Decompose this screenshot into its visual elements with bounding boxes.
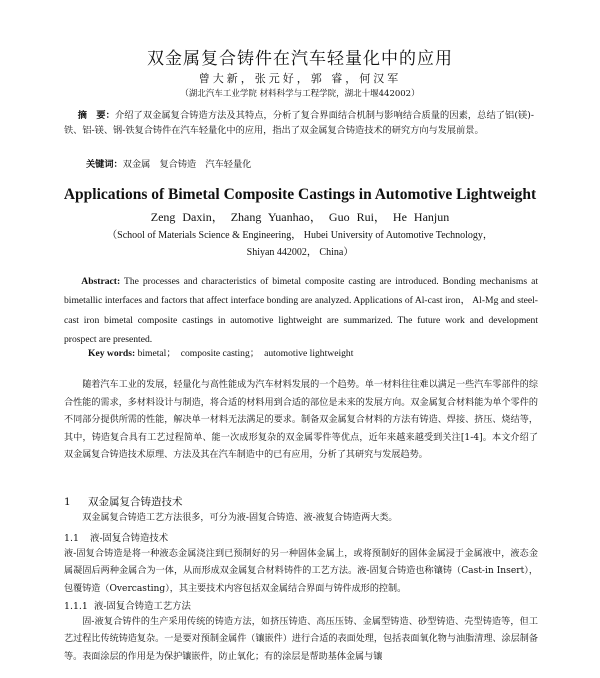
zh-authors: 曾大新，张元好，郭 睿，何汉军 (198, 72, 402, 85)
en-abstract (64, 272, 538, 349)
section-1-title: 双金属复合铸造技术 (88, 496, 183, 508)
section-1-paragraph: 双金属复合铸造工艺方法很多，可分为液-固复合铸造、液-液复合铸造两大类。 (82, 513, 398, 523)
section-1-1-1-paragraph: 固-液复合铸件的生产采用传统的铸造方法，如挤压铸造、高压压铸、金属型铸造、砂型铸造、壳型铸造等，但工艺过程比传统铸造复杂。一是要对预制金属件（镶嵌件）进行合适的表面处理，包括表面氧化物与油脂清理、涂层制备等。表面涂层的作用是为保护镶嵌件，防止氧化；有的涂层是帮助基体金属与镶 (64, 617, 538, 662)
en-authors: Zeng Daxin， Zhang Yuanhao， Guo Rui， He Hanjun (150, 210, 450, 224)
en-abstract-text: The processes and characteristics of bimetal composite casting are introduced. Bonding mechanisms at bimetallic interfaces and factors that affect interface bonding are analyzed. Applications of Al-cast iron， Al-Mg and steel-cast iron bimetal composite castings in automotive lightweight are summarized. The future work and development prospect are presented. (64, 276, 538, 345)
section-1-heading (64, 494, 183, 509)
en-title: Applications of Bimetal Composite Castings in Automotive Lightweight (63, 186, 537, 203)
section-1-1-paragraph: 液-固复合铸造是将一种液态金属浇注到已预制好的另一种固体金属上，或将预制好的固体金属浸于金属液中，液态金属凝固后两种金属合为一体，从而形成双金属复合材料铸件的工艺方法。液-固复合铸造也称镶铸（Cast-in Insert），包覆铸造（Overcasting），其主要技术内容包括双金属结合界面与铸件成形的控制。 (64, 549, 538, 594)
section-1-number: 1 (64, 496, 71, 508)
zh-keywords (86, 156, 536, 170)
en-keywords-text: bimetal； composite casting； automotive lightweight (135, 348, 354, 359)
zh-affiliation: （湖北汽车工业学院 材料科学与工程学院，湖北十堰442002） (180, 89, 420, 99)
intro-paragraph: 随着汽车工业的发展，轻量化与高性能成为汽车材料发展的一个趋势。单一材料往往难以满足一些汽车零部件的综合性能的需求，多材料设计与制造，将合适的材料用到合适的部位是未来的发展方向。双金属复合材料能为单个零件的不同部分提供所需的性能，解决单一材料无法满足的要求。制备双金属复合材料的方法有铸造、焊接、挤压、烧结等，其中，铸造复合具有工艺过程简单、能一次成形复杂的双金属零件等优点，近年来越来越受到关注[1-4]。本文介绍了双金属复合铸造技术原理、方法及其在汽车制造中的已有应用，分析了其研究与发展趋势。 (64, 380, 538, 461)
zh-abstract-text: 介绍了双金属复合铸造方法及其特点，分析了复合界面结合机制与影响结合质量的因素，总结了铝(镁)-铁、铝-镁、钢-铁复合铸件在汽车轻量化中的应用，指出了双金属复合铸造技术的研究方向与发展前景。 (64, 110, 534, 136)
section-1-1-1-number: 1.1.1 (64, 601, 88, 612)
section-1-1-heading (64, 530, 168, 544)
zh-keywords-text: 双金属 复合铸造 汽车轻量化 (122, 159, 252, 170)
en-keywords-label: Key words: (88, 348, 136, 359)
zh-keywords-label: 关键词： (86, 159, 123, 170)
en-affiliation-line2: Shiyan 442002， China） (246, 247, 354, 258)
zh-title: 双金属复合铸件在汽车轻量化中的应用 (147, 49, 453, 69)
en-keywords (88, 345, 538, 359)
zh-abstract-label: 摘 要： (77, 110, 115, 121)
section-1-1-1-heading (64, 598, 191, 612)
en-abstract-label: Abstract: (81, 276, 121, 287)
section-1-1-number: 1.1 (64, 533, 79, 544)
section-1-1-title: 液-固复合铸造技术 (90, 533, 169, 544)
section-1-1-1-title: 液-固复合铸造工艺方法 (94, 601, 191, 612)
zh-abstract (64, 108, 534, 138)
en-affiliation-line1: （School of Materials Science & Engineering， Hubei University of Automotive Technology， (107, 230, 493, 241)
